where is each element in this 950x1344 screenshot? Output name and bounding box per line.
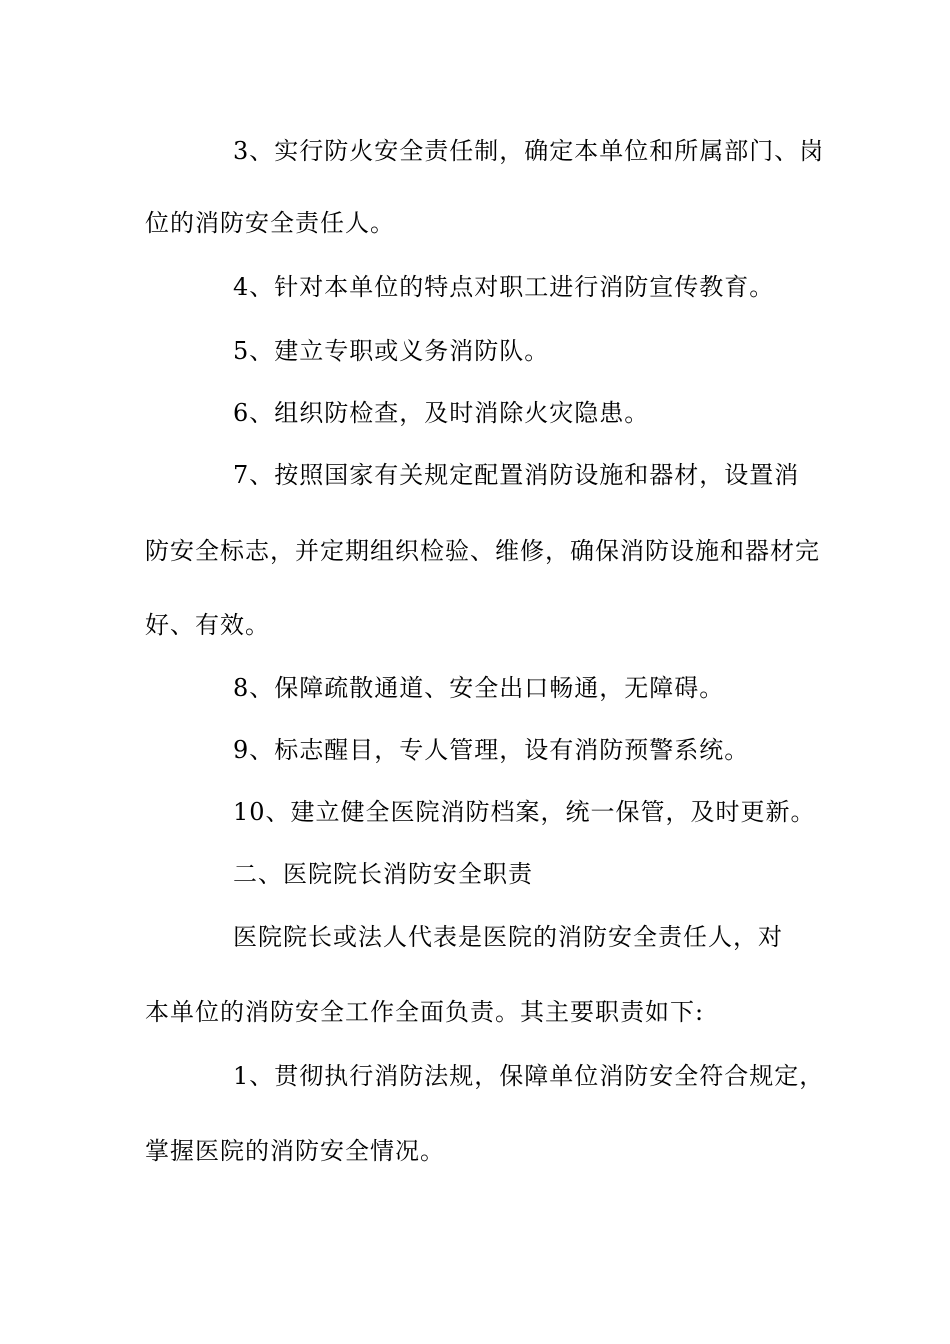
paragraph-line: 7、按照国家有关规定配置消防设施和器材，设置消 xyxy=(233,461,800,489)
paragraph-line: 医院院长或法人代表是医院的消防安全责任人，对 xyxy=(233,923,783,951)
paragraph-line: 9、标志醒目，专人管理，设有消防预警系统。 xyxy=(233,736,750,764)
paragraph-line: 防安全标志，并定期组织检验、维修，确保消防设施和器材完 xyxy=(145,537,820,565)
paragraph-line: 6、组织防检查，及时消除火灾隐患。 xyxy=(233,399,650,427)
paragraph-line: 掌握医院的消防安全情况。 xyxy=(145,1137,445,1165)
paragraph-line: 1、贯彻执行消防法规，保障单位消防安全符合规定， xyxy=(233,1062,825,1090)
paragraph-line: 好、有效。 xyxy=(145,611,270,639)
paragraph-line: 4、针对本单位的特点对职工进行消防宣传教育。 xyxy=(233,273,775,301)
paragraph-line: 10、建立健全医院消防档案，统一保管，及时更新。 xyxy=(233,798,816,826)
paragraph-line: 本单位的消防安全工作全面负责。其主要职责如下: xyxy=(145,998,705,1026)
paragraph-line: 3、实行防火安全责任制，确定本单位和所属部门、岗 xyxy=(233,137,825,165)
paragraph-line: 5、建立专职或义务消防队。 xyxy=(233,337,550,365)
paragraph-line: 位的消防安全责任人。 xyxy=(145,209,395,237)
section-heading: 二、医院院长消防安全职责 xyxy=(233,860,533,888)
paragraph-line: 8、保障疏散通道、安全出口畅通，无障碍。 xyxy=(233,674,725,702)
